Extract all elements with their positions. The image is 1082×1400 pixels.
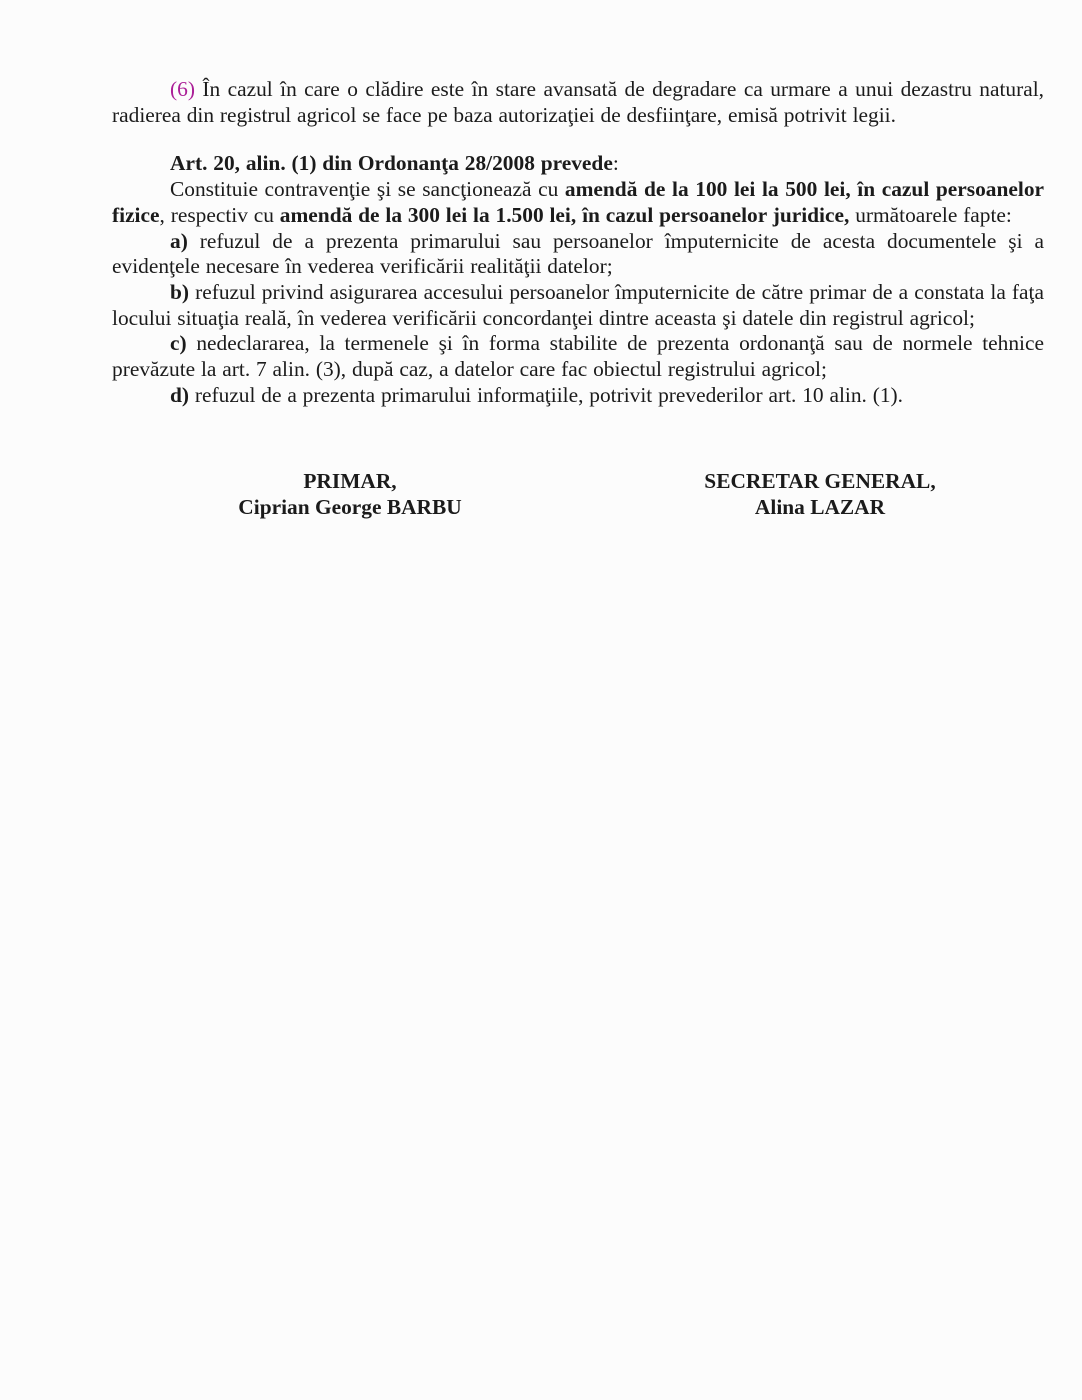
contravention-intro-paragraph: Constituie contravenţie şi se sancţionează cu amendă de la 100 lei la 500 lei, în cazul persoanelor fizice, respectiv cu amendă de la 300 lei la 1.500 lei, în cazul persoanelor juridice, următoarele fapte: bbox=[112, 177, 1045, 227]
list-item-d: d) refuzul de a prezenta primarului informaţiile, potrivit prevederilor art. 10 alin. (1). bbox=[170, 382, 904, 407]
signature-secretar bbox=[670, 469, 970, 520]
article-20-heading: Art. 20, alin. (1) din Ordonanţa 28/2008 prevede: bbox=[170, 151, 619, 176]
signature-secretar-name: Alina LAZAR bbox=[754, 495, 886, 520]
signature-secretar-title: SECRETAR GENERAL, bbox=[704, 469, 936, 494]
signature-block bbox=[112, 469, 1044, 520]
signature-primar-name: Ciprian George BARBU bbox=[238, 495, 462, 520]
list-item-b: b) refuzul privind asigurarea accesului persoanelor împuternicite de către primar de a constata la faţa locului situaţia reală, în vederea verificării concordanţei dintre aceasta şi datele din registrul agricol; bbox=[112, 279, 1044, 330]
signature-primar bbox=[200, 469, 500, 520]
document-body bbox=[112, 77, 1044, 521]
list-item-a: a) refuzul de a prezenta primarului sau persoanelor împuternicite de acesta documentele şi a evidenţele necesare în vederea verificării realităţii datelor; bbox=[112, 228, 1044, 279]
signature-primar-title: PRIMAR, bbox=[303, 469, 397, 494]
list-item-c: c) nedeclararea, la termenele şi în forma stabilite de prezenta ordonanţă sau de normele tehnice prevăzute la art. 7 alin. (3), după caz, a datelor care fac obiectul registrului agricol; bbox=[112, 331, 1044, 382]
paragraph-6: (6) În cazul în care o clădire este în stare avansată de degradare ca urmare a unui dezastru natural, radierea din registrul agricol se face pe baza autorizaţiei de desfiinţare, emisă potrivit legii. bbox=[112, 77, 1044, 127]
